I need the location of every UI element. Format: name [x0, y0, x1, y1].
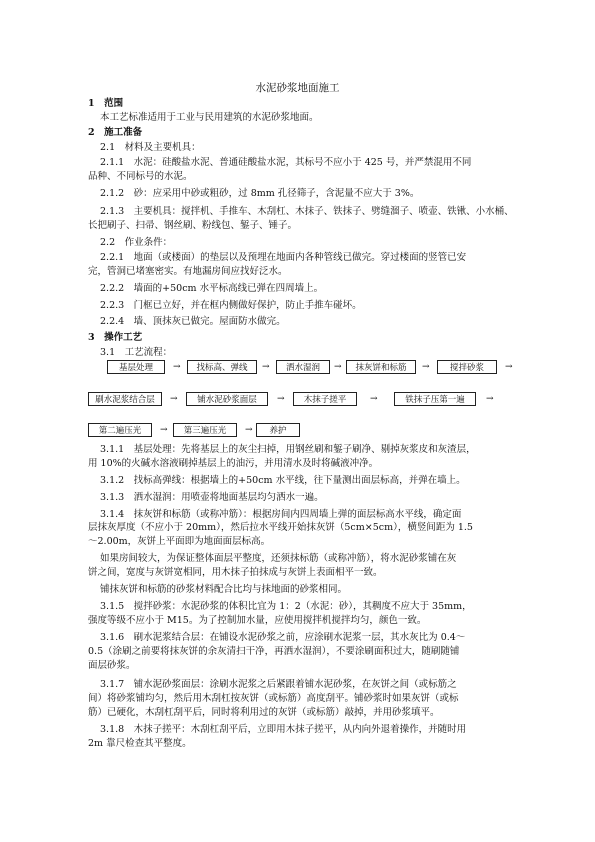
para-3-1-5: 3.1.5 搅拌砂浆：水泥砂浆的体积比宜为 1：2（水泥：砂），其稠度不应大于 35mm，: [100, 601, 472, 612]
document-title: 水泥砂浆地面施工: [255, 82, 340, 94]
para-3-1-1-cont: 用 10%的火碱水溶液刷掉基层上的油污，并用清水及时将碱液冲净。: [88, 458, 379, 469]
flow-step: 洒水湿润: [276, 360, 330, 374]
para-3-1-4-cont-1: 层抹灰厚度（不应小于 20mm），然后拉水平线开始抹灰饼（5cm×5cm），横竖间距为 1.5: [88, 522, 473, 533]
flow-step: 基层处理: [107, 360, 165, 374]
para-3-1-4-cont-4: 饼之间，宽度与灰饼宽相同，用木抹子拍抹成与灰饼上表面相平一致。: [88, 567, 383, 578]
section-1-text: 本工艺标准适用于工业与民用建筑的水泥砂浆地面。: [100, 112, 319, 123]
para-2-2-4: 2.2.4 墙、顶抹灰已做完。屋面防水做完。: [100, 316, 286, 327]
para-2-2-1: 2.2.1 地面（或楼面）的垫层以及预埋在地面内各种管线已做完。穿过楼面的竖管已安: [100, 252, 467, 263]
flow-step: 找标高、弹线: [187, 360, 257, 374]
flow-step: 刷水泥浆结合层: [88, 392, 162, 406]
para-2-1-1: 2.1.1 水泥：硅酸盐水泥、普通硅酸盐水泥，其标号不应小于 425 号，并严禁混用不同: [100, 157, 472, 168]
flow-arrow-icon: →: [422, 362, 430, 372]
para-2-1-3: 2.1.3 主要机具：搅拌机、手推车、木刮杠、木抹子、铁抹子、劈缝溜子、喷壶、铁锹、小水桶、: [100, 206, 514, 217]
para-3-1-7-cont-1: 间）将砂浆铺均匀，然后用木刮杠按灰饼（或标筋）高度刮平。铺砂浆时如果灰饼（或标: [88, 693, 459, 704]
flow-arrow-icon: →: [277, 394, 285, 404]
flow-step: 木抹子搓平: [293, 392, 357, 406]
flow-arrow-icon: →: [262, 362, 270, 372]
para-3-1-4-cont-2: ～2.00m，灰饼上平面即为地面面层标高。: [88, 536, 271, 547]
para-2-1-3-cont: 长把刷子、扫帚、钢丝刷、粉线包、錾子、锤子。: [88, 220, 298, 231]
flow-step: 铺水泥砂浆面层: [186, 392, 268, 406]
para-3-1-4-cont-5: 铺抹灰饼和标筋的砂浆材料配合比均与抹地面的砂浆相同。: [100, 584, 348, 595]
flow-arrow-icon: →: [334, 362, 342, 372]
flow-step: 第二遍压光: [88, 423, 152, 437]
para-3-1-6: 3.1.6 刷水泥浆结合层：在铺设水泥砂浆之前，应涂刷水泥浆一层，其水灰比为 0.4～: [100, 632, 466, 643]
flow-arrow-icon: →: [370, 394, 378, 404]
flow-step: 搅拌砂浆: [437, 360, 497, 374]
para-2-2-1-cont: 完，管洞已堵塞密实。有地漏房间应找好泛水。: [88, 266, 288, 277]
para-3-1-4-cont-3: 如果房间较大，为保证整体面层平整度，还须抹标筋（或称冲筋），将水泥砂浆铺在灰: [100, 553, 457, 564]
para-2-1-1-cont: 品种、不同标号的水泥。: [88, 171, 193, 182]
section-1-heading: 1 范围: [88, 98, 124, 109]
para-2-2-2: 2.2.2 墙面的+50cm 水平标高线已弹在四周墙上。: [100, 283, 324, 294]
para-3-1-3: 3.1.3 洒水湿润：用喷壶将地面基层均匀洒水一遍。: [100, 492, 324, 503]
flow-arrow-icon: →: [505, 362, 513, 372]
flow-step: 铁抹子压第一遍: [394, 392, 476, 406]
subsection-2-1: 2.1 材料及主要机具：: [100, 142, 201, 153]
para-3-1-7-cont-2: 筋）已硬化，木刮杠刮平后，同时将利用过的灰饼（或标筋）敲掉，并用砂浆填平。: [88, 707, 440, 718]
para-3-1-8: 3.1.8 木抹子搓平：木刮杠刮平后，立即用木抹子搓平，从内向外退着操作，并随时用: [100, 724, 467, 735]
flow-arrow-icon: →: [170, 394, 178, 404]
section-2-heading: 2 施工准备: [88, 127, 143, 138]
flow-step: 养护: [256, 423, 300, 437]
para-2-1-2: 2.1.2 砂：应采用中砂或粗砂，过 8mm 孔径筛子，含泥量不应大于 3%。: [100, 188, 420, 199]
para-3-1-2: 3.1.2 找标高弹线：根据墙上的+50cm 水平线，往下量测出面层标高，并弹在墙上。: [100, 475, 466, 486]
para-3-1-8-cont: 2m 靠尺检查其平整度。: [88, 738, 192, 749]
para-3-1-1: 3.1.1 基层处理：先将基层上的灰尘扫掉，用钢丝刷和錾子刷净、剔掉灰浆皮和灰渣层，: [100, 444, 476, 455]
flow-arrow-icon: →: [173, 362, 181, 372]
para-3-1-4: 3.1.4 抹灰饼和标筋（或称冲筋）：根据房间内四周墙上弹的面层标高水平线，确定面: [100, 509, 462, 520]
flow-step: 抹灰饼和标筋: [346, 360, 416, 374]
para-3-1-6-cont-2: 面层砂浆。: [88, 660, 136, 671]
flow-arrow-icon: →: [486, 394, 494, 404]
flow-arrow-icon: →: [160, 425, 168, 435]
para-3-1-5-cont: 强度等级不应小于 M15。为了控制加水量，应使用搅拌机搅拌均匀，颜色一致。: [88, 615, 427, 626]
flow-arrow-icon: →: [245, 425, 253, 435]
para-3-1-7: 3.1.7 铺水泥砂浆面层：涂刷水泥浆之后紧跟着铺水泥砂浆，在灰饼之间（或标筋之: [100, 679, 457, 690]
section-3-heading: 3 操作工艺: [88, 332, 143, 343]
flow-step: 第三遍压光: [173, 423, 237, 437]
para-2-2-3: 2.2.3 门框已立好，并在框内侧做好保护，防止手推车碰坏。: [100, 300, 362, 311]
subsection-2-2: 2.2 作业条件：: [100, 237, 173, 248]
para-3-1-6-cont-1: 0.5（涂刷之前要将抹灰饼的余灰清扫干净，再洒水湿润），不要涂刷面积过大，随刷随铺: [88, 646, 460, 657]
subsection-3-1: 3.1 工艺流程：: [100, 347, 173, 358]
